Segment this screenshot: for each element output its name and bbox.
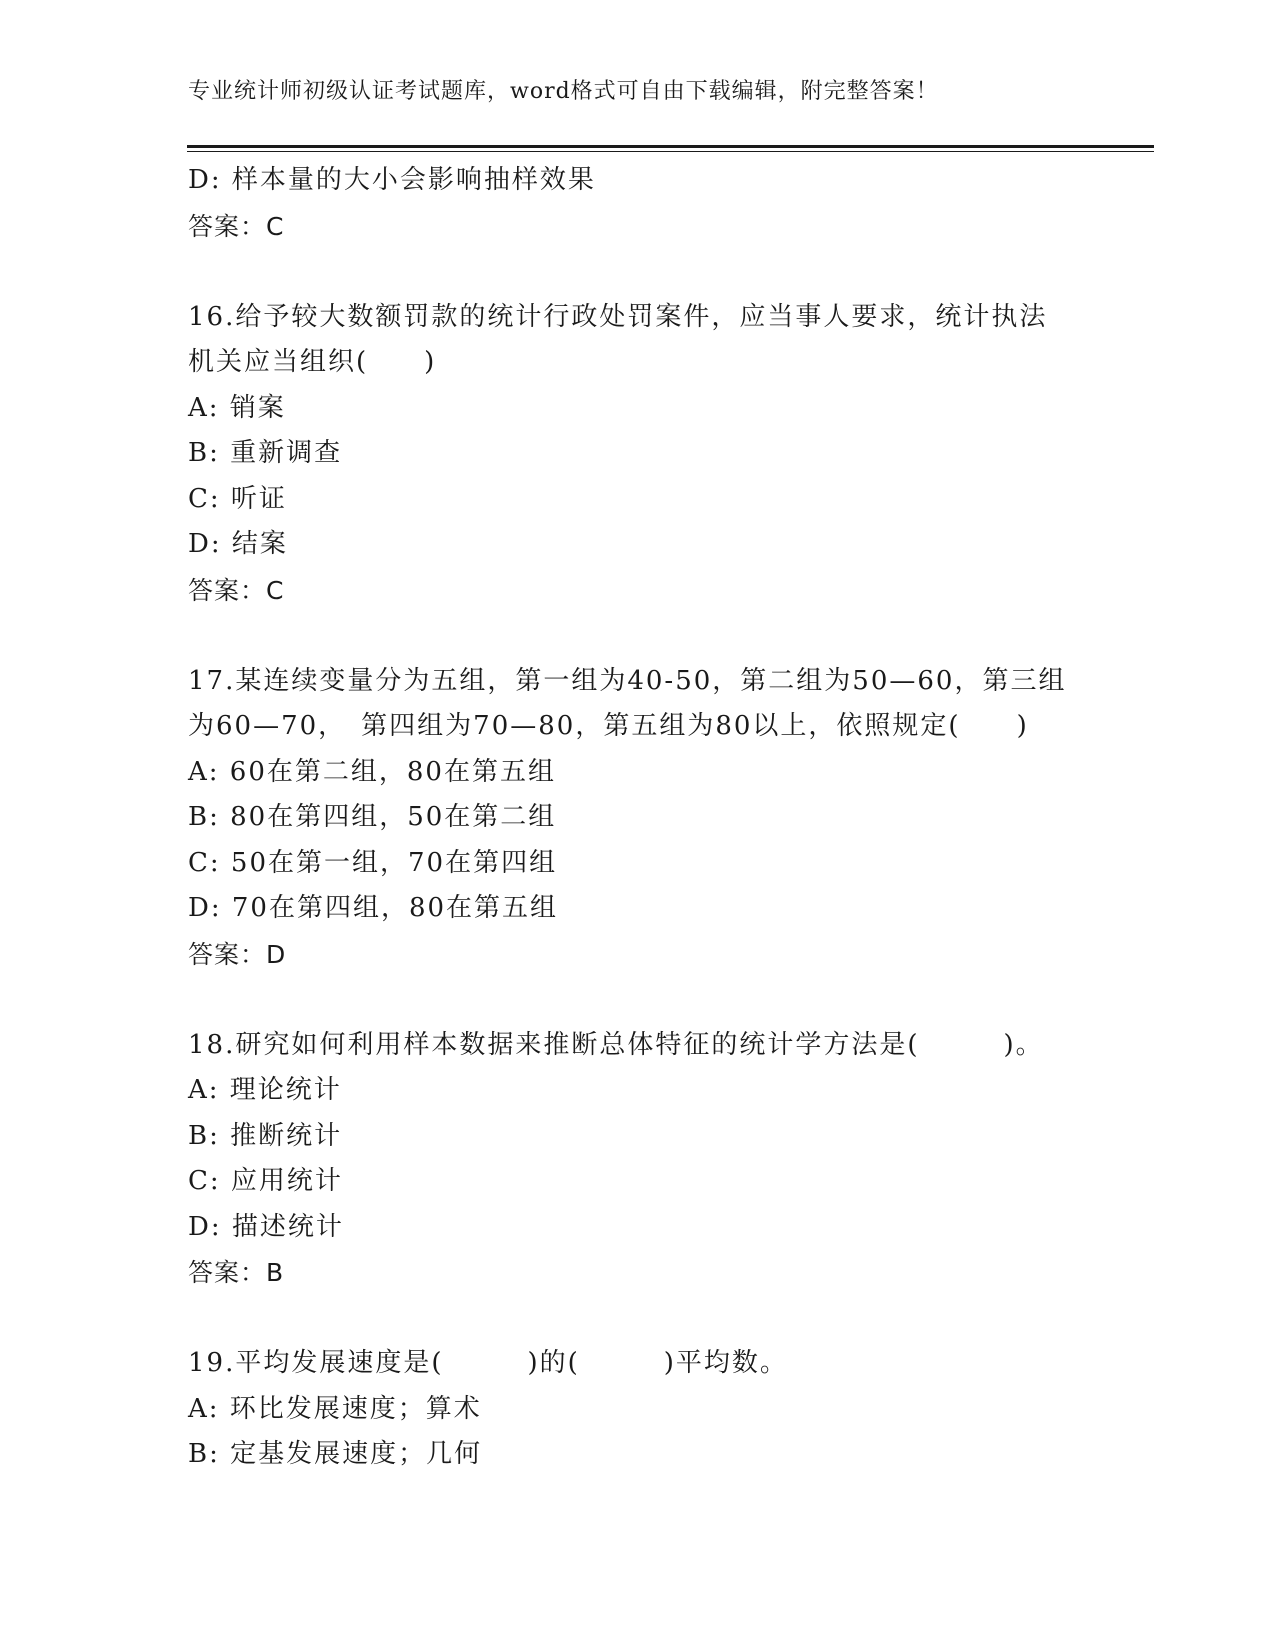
q15-answer: 答案：C (188, 211, 285, 241)
header-rule-thin (187, 151, 1154, 152)
question-19 (188, 1341, 1088, 1478)
q17-stem-line-2: 为60—70， 第四组为70—80，第五组为80以上，依照规定( ) (188, 711, 1029, 741)
q17-option-c: C: 50在第一组，70在第四组 (188, 847, 558, 878)
q17-option-d: D: 70在第四组，80在第五组 (188, 893, 559, 923)
q18-option-b: B: 推断统计 (188, 1120, 343, 1151)
header-rule-thick (187, 145, 1154, 148)
q16-answer: 答案：C (188, 575, 285, 605)
q19-option-a: A: 环比发展速度；算术 (188, 1393, 482, 1424)
q15-option-d: D: 样本量的大小会影响抽样效果 (188, 165, 596, 195)
spacer (188, 249, 1088, 295)
q16-option-a: A: 销案 (188, 392, 286, 423)
q19-option-b: B: 定基发展速度；几何 (188, 1439, 483, 1469)
q18-option-c: C: 应用统计 (188, 1166, 343, 1196)
q17-option-b: B: 80在第四组，50在第二组 (188, 802, 557, 832)
q16-option-c: C: 听证 (188, 483, 287, 514)
q16-option-d: D: 结案 (188, 529, 288, 559)
question-17 (188, 659, 1088, 978)
spacer (188, 977, 1088, 1023)
q17-answer: 答案：D (188, 939, 287, 969)
q16-option-b: B: 重新调查 (188, 438, 343, 468)
page-header: 专业统计师初级认证考试题库，word格式可自由下载编辑，附完整答案！ (188, 79, 939, 104)
q18-option-d: D: 描述统计 (188, 1211, 344, 1242)
question-list (188, 158, 1088, 1478)
question-18 (188, 1023, 1088, 1296)
spacer (188, 613, 1088, 659)
question-16 (188, 295, 1088, 614)
q16-stem-line-1: 16.给予较大数额罚款的统计行政处罚案件，应当事人要求，统计执法 (188, 301, 1048, 332)
q18-stem-line-1: 18.研究如何利用样本数据来推断总体特征的统计学方法是( )。 (188, 1029, 1044, 1060)
spacer (188, 1296, 1088, 1342)
q18-answer: 答案：B (188, 1258, 285, 1287)
q17-option-a: A: 60在第二组，80在第五组 (188, 756, 556, 787)
q16-stem-line-2: 机关应当组织( ) (188, 347, 437, 377)
q17-stem-line-1: 17.某连续变量分为五组，第一组为40-50，第二组为50—60，第三组 (188, 665, 1067, 696)
q18-option-a: A: 理论统计 (188, 1075, 342, 1105)
q19-stem-line-1: 19.平均发展速度是( )的( )平均数。 (188, 1348, 788, 1378)
